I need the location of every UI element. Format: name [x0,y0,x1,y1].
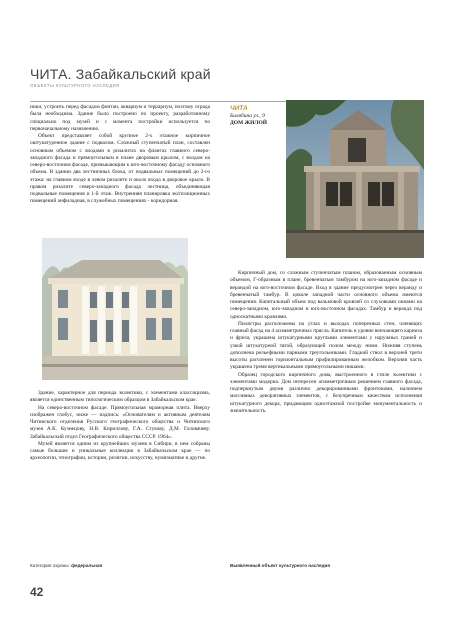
protection-category [30,563,102,568]
object-status: Выявленный объект культурного наследия [230,563,331,568]
paragraph: Объект представляет собой крупное 2-х этажное кирпичное оштукатуренное здание с подвалом. Сложный ступенчатый план, составлен основным объемом с входами в ризалитах на флангах главного северо-западного фасада и прямоугольным в плане дворовым крылом, с входом на северо-восточном фасаде, примыкающим к юго-восточному фасаду основного объема. В здании два лестничных блока, от подвальных помещений до 2-го этажа: на главном входе в левом ризалите и около входа в дворовое крыло. В правом ризалите северо-западного фасада лестница, объединяющая подвальные помещения и 1-й этаж. Внутренняя планировка экспозиционных помещений анфиладная, в служебных помещениях - коридорная. [30,133,210,205]
residential-house-photo [286,100,424,258]
object-address: Балябина ул., 9 [230,113,265,119]
object-name: ДОМ ЖИЛОЙ [230,120,267,126]
page-number: 42 [30,585,44,599]
paragraph: Пилястры расположены на углах и выходах поперечных стен, членящих главный фасад на 4 асимметричных прясла. Капитель в уровне венчающего карниза и фриза, украшена штукатурными круглыми элементами у наружных граней и узкой штукатурной тягой, образующей полом между ними. Нижняя ступень дополнена рельефными парными треугольниками. Гладкий ствол в верхней трети высоты расчленен горизонтальным профилированным желобком. Верхняя часть украшена тремя вертикальными прямоугольными нишами. [230,320,423,371]
left-column-bottom [30,390,210,463]
page-header [30,66,422,88]
protection-category-label: Категория охраны: [30,563,70,568]
paragraph: На северо-восточном фасаде. Прямоугольная мраморная плита. Вверху изображен глобус, ниже — надпись: «Основателям и активным деятелям Читинского отделения Русского географического общества и Читинского музея А.К. Кузнецову, Н.В. Кириллову, Г.А. Стукову, Д.М. Головачеву. Забайкальский отдел Географического общества СССР. 1964». [30,404,210,440]
museum-building-photo [42,238,188,380]
paragraph: Музей является одним из крупнейших музеев в Сибири, в нем собраны самые большие и уникальные коллекции в Забайкальском крае — по археологии, этнографии, истории, религии, искусству, нумизматике и другие. [30,440,210,462]
right-column [230,270,422,415]
object-city: ЧИТА [230,105,248,112]
protection-category-value: федеральная [71,563,103,568]
object-heading [230,104,284,127]
paragraph: Кирпичный дом, со сложным ступенчатым планом, образованным основным объемом, Г-образным в плане, бревенчатым тамбуром на юго-западном фасаде и верандой на юго-восточном фасаде. Вход в здание предусмотрен через веранду и бревенчатый тамбур. В цоколе западной части основного объема имеются помещения. Капитальный объем под вальмовой кровлей со слуховыми окнами на северо-западном, юго-западном и юго-восточном фасадах. Тамбур и веранда под односкатными кровлями. [230,270,422,320]
paragraph: Здание, характерное для периода эклектики, с элементами классицизма, является единственным типологическим образцом в Забайкальском крае. [30,390,210,404]
paragraph: Образец городского кирпичного дома, выстроенного в стиле эклектики с элементами модерна. Дом интересен асимметричным решением главного фасада, подчеркнутым двумя различно декорированными фронтонами, наличием массивных декоративных элементов, с безупречным качеством исполнения штукатурного декора, придающим одноэтажной постройке монументальность и значительность. [230,371,422,414]
page-header-title: ЧИТА. Забайкальский край [30,66,211,82]
left-column-top [30,104,210,206]
page-header-subtitle: ОБЪЕКТЫ КУЛЬТУРНОГО НАСЛЕДИЯ [30,83,120,88]
paragraph: ники, устроить перед фасадом фонтан, аквариум и террариум, поэтому ограда была необходима. Здание было построено по проекту, разработанному специально под музей и с момента постройки используется по первоначальному назначению. [30,104,210,132]
